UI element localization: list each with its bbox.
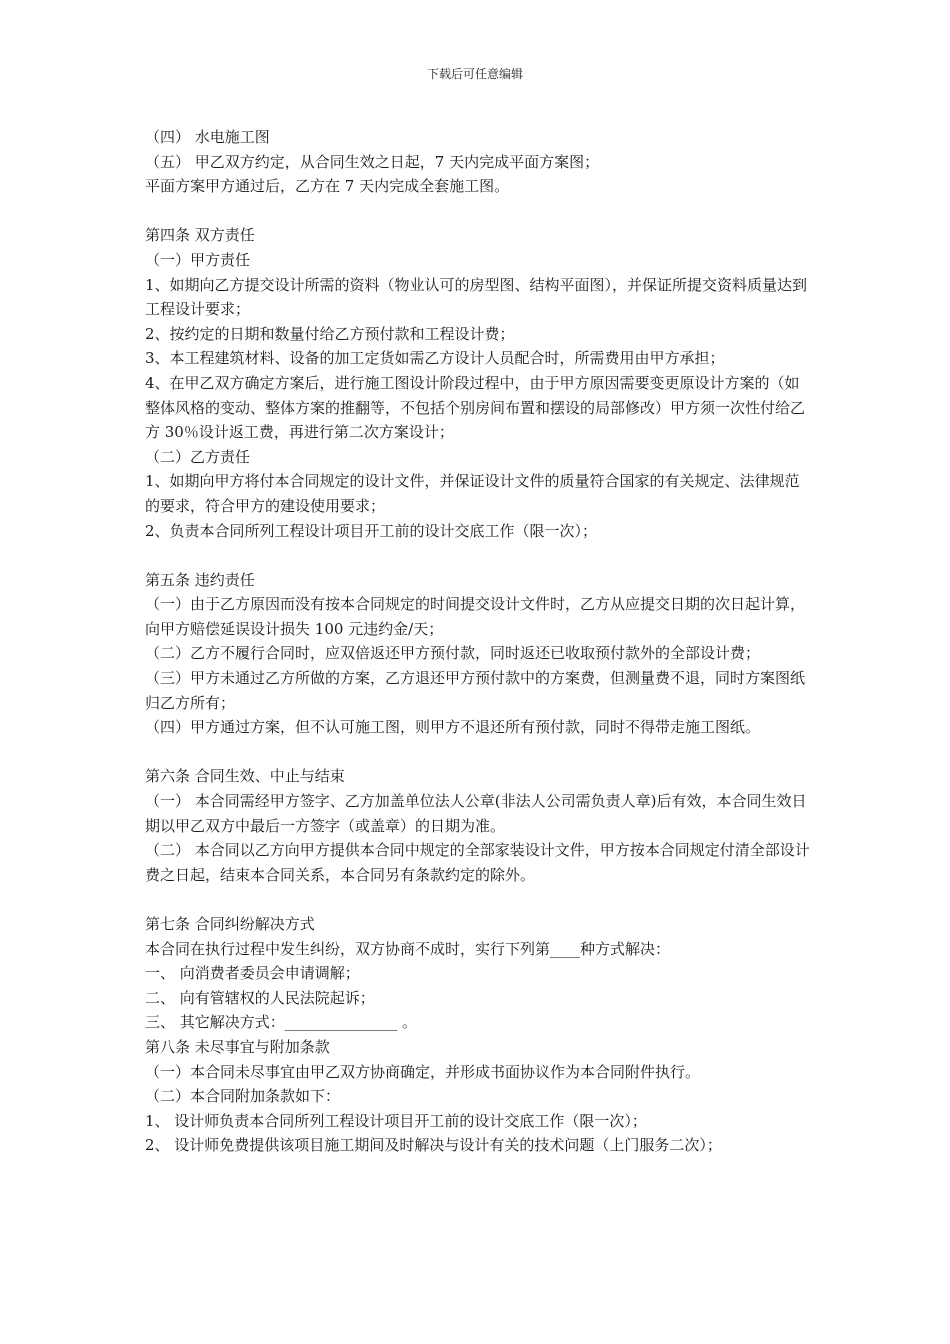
blank-line [145,740,810,765]
article-heading: 第五条 违约责任 [145,570,255,589]
contract-body [145,125,810,1158]
section-paragraph: （四） 水电施工图 [145,128,270,146]
body-paragraph: 平面方案甲方通过后，乙方在 7 天内完成全套施工图。 [145,177,510,196]
article-heading: 第四条 双方责任 [145,226,255,245]
section-paragraph: （一）本合同未尽事宜由甲乙双方协商确定，并形成书面协议作为本合同附件执行。 [145,1062,701,1081]
numbered-item: 1、如期向乙方提交设计所需的资料（物业认可的房型图、结构平面图），并保证所提交资料质量达到工程设计要求； [145,275,808,319]
section-paragraph: （五） 甲乙双方约定，从合同生效之日起，7 天内完成平面方案图； [145,152,600,171]
section-paragraph: （二） 本合同以乙方向甲方提供本合同中规定的全部家装设计文件，甲方按本合同规定付清全部设计费之日起，结束本合同关系，本合同另有条款约定的除外。 [145,841,810,884]
section-paragraph: （二）乙方责任 [145,447,251,466]
numbered-item: 二、 向有管辖权的人民法院起诉； [145,988,375,1007]
numbered-item: 2、 设计师免费提供该项目施工期间及时解决与设计有关的技术问题（上门服务二次）； [145,1136,722,1155]
numbered-item: 2、负责本合同所列工程设计项目开工前的设计交底工作（限一次）； [145,521,598,540]
numbered-item: 4、在甲乙双方确定方案后，进行施工图设计阶段过程中，由于甲方原因需要变更原设计方案的（如整体风格的变动、整体方案的推翻等，不包括个别房间布置和摆设的局部修改）甲方须一次性付给乙方 30％设计返工费，再进行第二次方案设计； [145,373,806,442]
numbered-item: 3、本工程建筑材料、设备的加工定货如需乙方设计人员配合时，所需费用由甲方承担； [145,349,725,368]
page-header: 下载后可任意编辑 [426,67,523,81]
section-paragraph: （四）甲方通过方案，但不认可施工图，则甲方不退还所有预付款，同时不得带走施工图纸。 [145,718,761,737]
body-paragraph: 本合同在执行过程中发生纠纷，双方协商不成时，实行下列第____种方式解决： [145,939,671,958]
blank-line [145,199,810,224]
article-heading: 第六条 合同生效、中止与结束 [145,767,345,786]
section-paragraph: （一）由于乙方原因而没有按本合同规定的时间提交设计文件时，乙方从应提交日期的次日起计算，向甲方赔偿延误设计损失 100 元违约金/天； [145,595,806,638]
numbered-item: 1、 设计师负责本合同所列工程设计项目开工前的设计交底工作（限一次）； [145,1111,647,1130]
blank-line [145,543,810,568]
section-paragraph: （二）本合同附加条款如下： [145,1087,341,1106]
section-paragraph: （一） 本合同需经甲方签字、乙方加盖单位法人公章(非法人公司需负责人章)后有效，本合同生效日期以甲乙双方中最后一方签字（或盖章）的日期为准。 [145,792,807,835]
numbered-item: 一、 向消费者委员会申请调解； [145,964,360,983]
section-paragraph: （三）甲方未通过乙方所做的方案，乙方退还甲方预付款中的方案费，但测量费不退，同时方案图纸归乙方所有； [145,669,806,712]
numbered-item: 1、如期向甲方将付本合同规定的设计文件，并保证设计文件的质量符合国家的有关规定、法律规范的要求，符合甲方的建设使用要求； [145,472,800,515]
article-heading: 第八条 未尽事宜与附加条款 [145,1037,330,1056]
section-paragraph: （一）甲方责任 [145,250,251,269]
section-paragraph: （二）乙方不履行合同时，应双倍返还甲方预付款，同时返还已收取预付款外的全部设计费； [145,644,761,663]
blank-line [145,887,810,912]
numbered-item: 三、 其它解决方式：_______________ 。 [145,1013,418,1032]
article-heading: 第七条 合同纠纷解决方式 [145,915,315,933]
numbered-item: 2、按约定的日期和数量付给乙方预付款和工程设计费； [145,324,515,343]
